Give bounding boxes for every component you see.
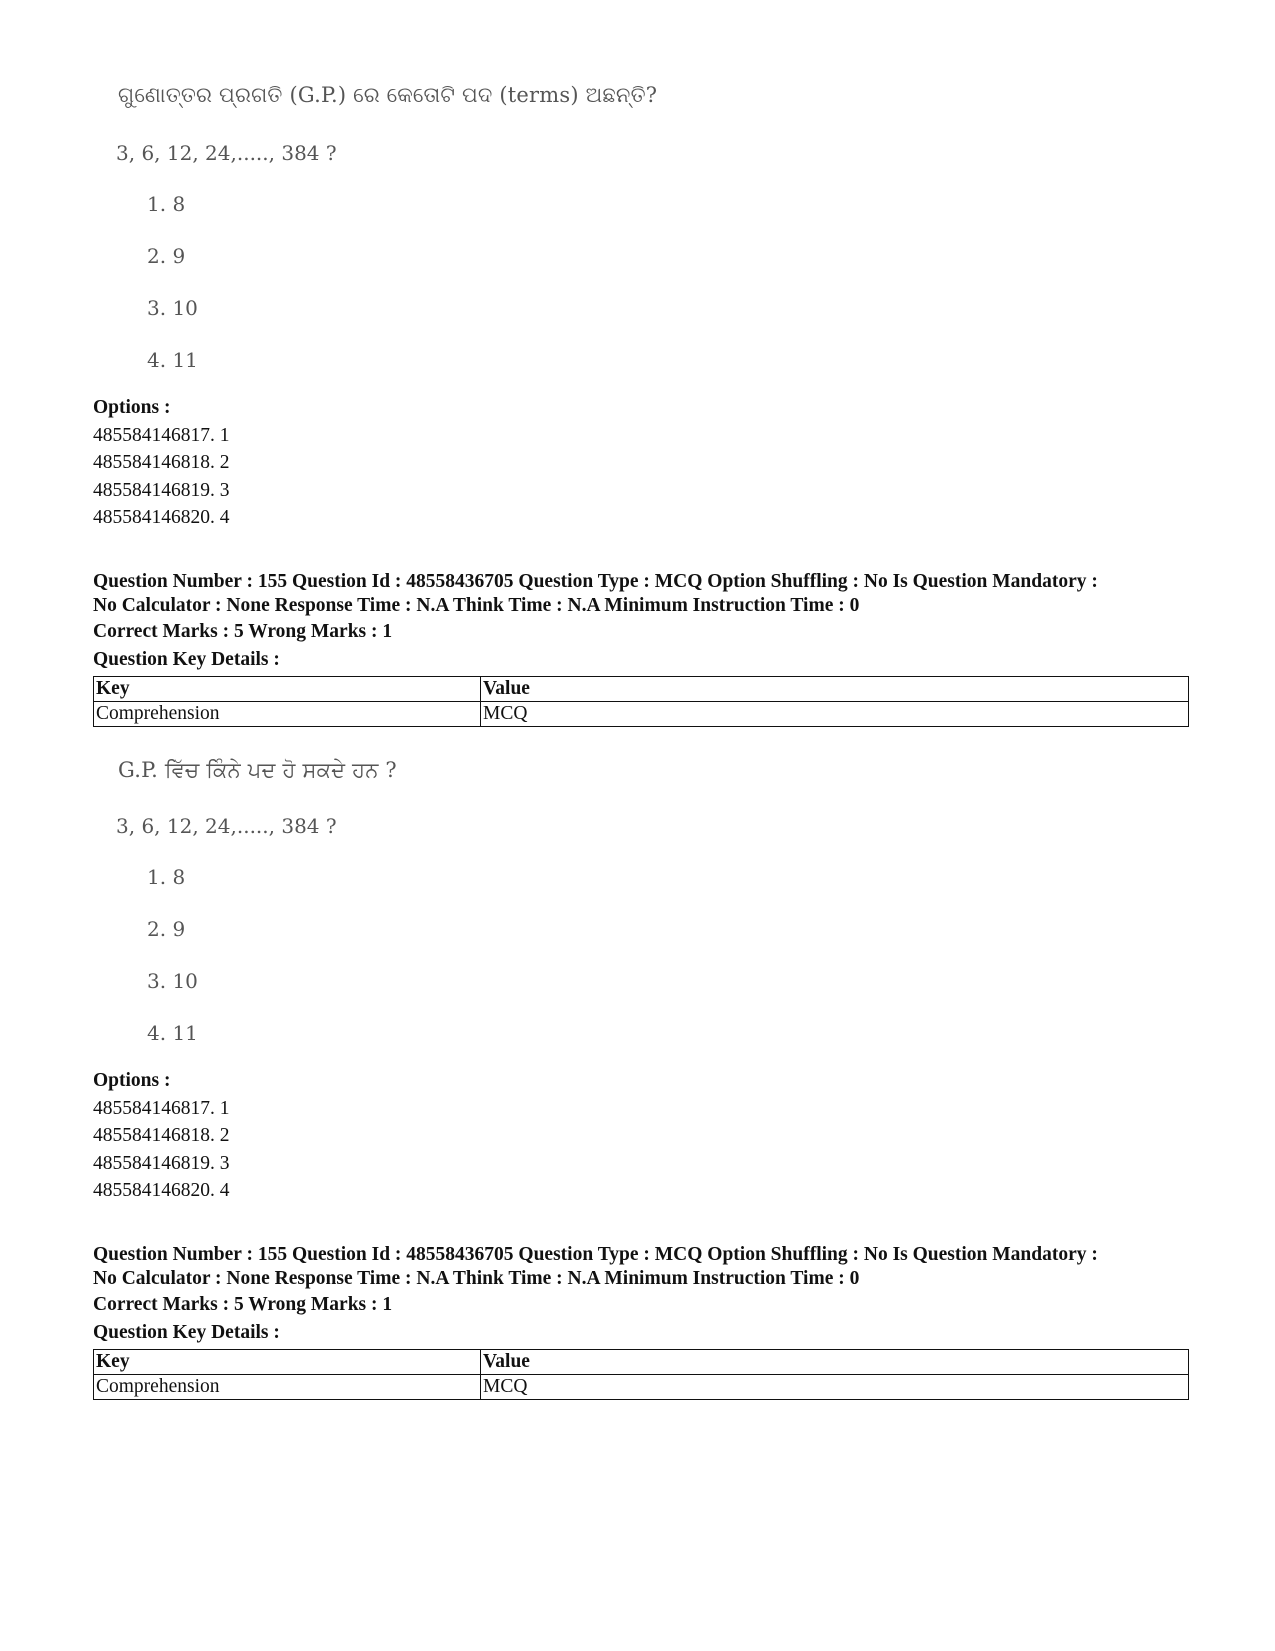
key-details-label: Question Key Details : xyxy=(93,649,280,670)
option-id-3: 485584146819. 3 xyxy=(93,1153,230,1174)
table-cell-key: Comprehension xyxy=(94,702,481,727)
choice-1: 1. 8 xyxy=(147,865,186,889)
option-id-1: 485584146817. 1 xyxy=(93,425,230,446)
choice-2: 2. 9 xyxy=(147,917,186,941)
question-meta-line2: No Calculator : None Response Time : N.A Think Time : N.A Minimum Instruction Time : 0 xyxy=(93,1268,860,1289)
options-label: Options : xyxy=(93,1070,171,1091)
question-series: 3, 6, 12, 24,....., 384 ? xyxy=(116,814,337,838)
table-cell-key: Comprehension xyxy=(94,1375,481,1400)
table-row xyxy=(94,1375,1189,1400)
question-meta-line1: Question Number : 155 Question Id : 48558436705 Question Type : MCQ Option Shuffling : No Is Question Mandatory : xyxy=(93,571,1098,592)
question-meta xyxy=(93,1243,1203,1291)
table-header-key: Key xyxy=(94,1350,481,1375)
marks-line: Correct Marks : 5 Wrong Marks : 1 xyxy=(93,1294,393,1315)
option-id-2: 485584146818. 2 xyxy=(93,452,230,473)
table-header-key: Key xyxy=(94,677,481,702)
choice-4: 4. 11 xyxy=(147,348,198,372)
key-value-table xyxy=(93,676,1189,727)
choice-2: 2. 9 xyxy=(147,244,186,268)
choice-4: 4. 11 xyxy=(147,1021,198,1045)
option-id-4: 485584146820. 4 xyxy=(93,507,230,528)
question-stem: ଗୁଣୋତ୍ତର ପ୍ରଗତି (G.P.) ରେ କେତୋଟି ପଦ (terms) ଅଛନ୍ତି? xyxy=(118,83,658,107)
table-header-value: Value xyxy=(481,677,1189,702)
question-meta-line1: Question Number : 155 Question Id : 48558436705 Question Type : MCQ Option Shuffling : No Is Question Mandatory : xyxy=(93,1244,1098,1265)
option-id-3: 485584146819. 3 xyxy=(93,480,230,501)
key-details-label: Question Key Details : xyxy=(93,1322,280,1343)
table-row xyxy=(94,702,1189,727)
table-cell-value: MCQ xyxy=(481,702,1189,727)
choice-3: 3. 10 xyxy=(147,969,198,993)
table-header-row xyxy=(94,677,1189,702)
table-cell-value: MCQ xyxy=(481,1375,1189,1400)
question-meta xyxy=(93,570,1203,618)
question-series: 3, 6, 12, 24,....., 384 ? xyxy=(116,141,337,165)
question-stem: G.P. ਵਿੱਚ ਕਿੰਨੇ ਪਦ ਹੋ ਸਕਦੇ ਹਨ ? xyxy=(118,758,397,782)
choice-1: 1. 8 xyxy=(147,192,186,216)
choice-3: 3. 10 xyxy=(147,296,198,320)
question-meta-line2: No Calculator : None Response Time : N.A Think Time : N.A Minimum Instruction Time : 0 xyxy=(93,595,860,616)
option-id-4: 485584146820. 4 xyxy=(93,1180,230,1201)
table-header-row xyxy=(94,1350,1189,1375)
options-label: Options : xyxy=(93,397,171,418)
option-id-2: 485584146818. 2 xyxy=(93,1125,230,1146)
marks-line: Correct Marks : 5 Wrong Marks : 1 xyxy=(93,621,393,642)
table-header-value: Value xyxy=(481,1350,1189,1375)
key-value-table xyxy=(93,1349,1189,1400)
option-id-1: 485584146817. 1 xyxy=(93,1098,230,1119)
